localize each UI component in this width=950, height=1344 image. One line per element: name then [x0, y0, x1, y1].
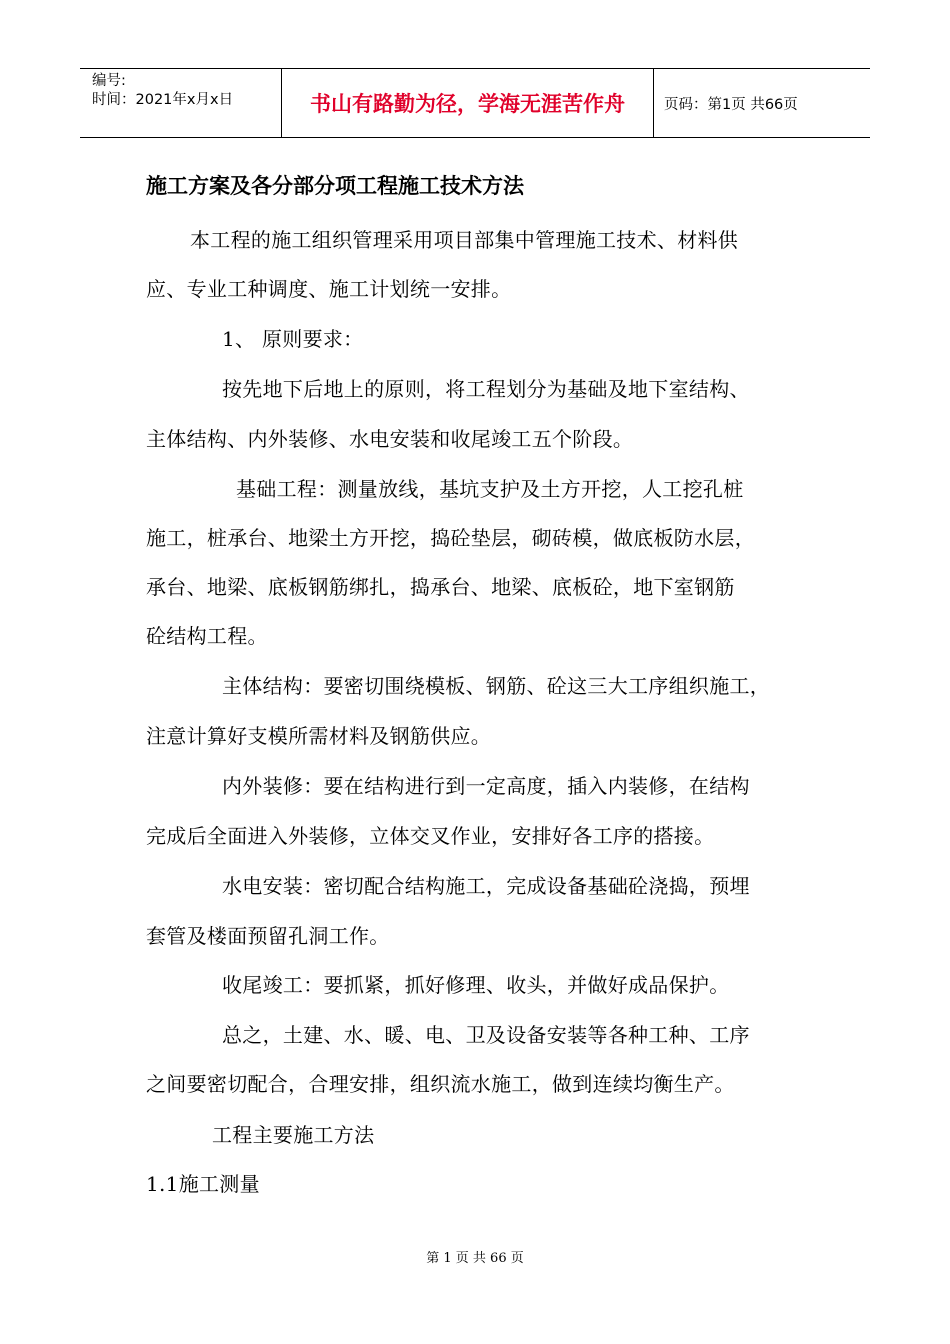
document-title: 施工方案及各分部分项工程施工技术方法	[146, 174, 524, 198]
body-line: 总之，土建、水、暖、电、卫及设备安装等各种工种、工序	[222, 1023, 750, 1047]
header-table	[80, 68, 870, 138]
body-line: 砼结构工程。	[146, 624, 268, 648]
body-line: 收尾竣工：要抓紧，抓好修理、收头，并做好成品保护。	[222, 973, 730, 997]
body-line: 完成后全面进入外装修，立体交叉作业，安排好各工序的搭接。	[146, 824, 715, 848]
page-footer: 第 1 页 共 66 页	[426, 1251, 524, 1266]
body-line: 承台、地梁、底板钢筋绑扎，捣承台、地梁、底板砼，地下室钢筋	[146, 575, 735, 599]
body-line: 水电安装：密切配合结构施工，完成设备基础砼浇捣，预埋	[222, 874, 750, 898]
motto-text: 书山有路勤为径，学海无涯苦作舟	[310, 92, 625, 116]
body-line: 按先地下后地上的原则，将工程划分为基础及地下室结构、	[222, 377, 750, 401]
body-line: 注意计算好支模所需材料及钢筋供应。	[146, 724, 492, 748]
body-line: 1、 原则要求：	[222, 327, 364, 351]
body-line: 之间要密切配合，合理安排，组织流水施工，做到连续均衡生产。	[146, 1072, 735, 1096]
body-line: 内外装修：要在结构进行到一定高度，插入内装修，在结构	[222, 774, 750, 798]
subsection-heading: 1.1施工测量	[146, 1172, 260, 1196]
body-line: 主体结构：要密切围绕模板、钢筋、砼这三大工序组织施工，	[222, 674, 771, 698]
date-label: 时间：2021年x月x日	[92, 92, 234, 108]
body-line: 基础工程：测量放线，基坑支护及土方开挖，人工挖孔桩	[236, 477, 744, 501]
number-label: 编号:	[92, 73, 126, 89]
body-line: 施工，桩承台、地梁土方开挖，捣砼垫层，砌砖模，做底板防水层，	[146, 526, 755, 550]
body-line: 主体结构、内外装修、水电安装和收尾竣工五个阶段。	[146, 427, 634, 451]
body-line: 应、专业工种调度、施工计划统一安排。	[146, 277, 512, 301]
body-line: 本工程的施工组织管理采用项目部集中管理施工技术、材料供	[190, 228, 739, 252]
body-line: 套管及楼面预留孔洞工作。	[146, 924, 390, 948]
section-heading: 工程主要施工方法	[212, 1123, 375, 1147]
header-page-cell	[654, 69, 870, 137]
header-motto-cell	[282, 69, 654, 137]
page-info: 页码：第1页 共66页	[664, 96, 798, 113]
header-info-cell	[80, 69, 282, 137]
